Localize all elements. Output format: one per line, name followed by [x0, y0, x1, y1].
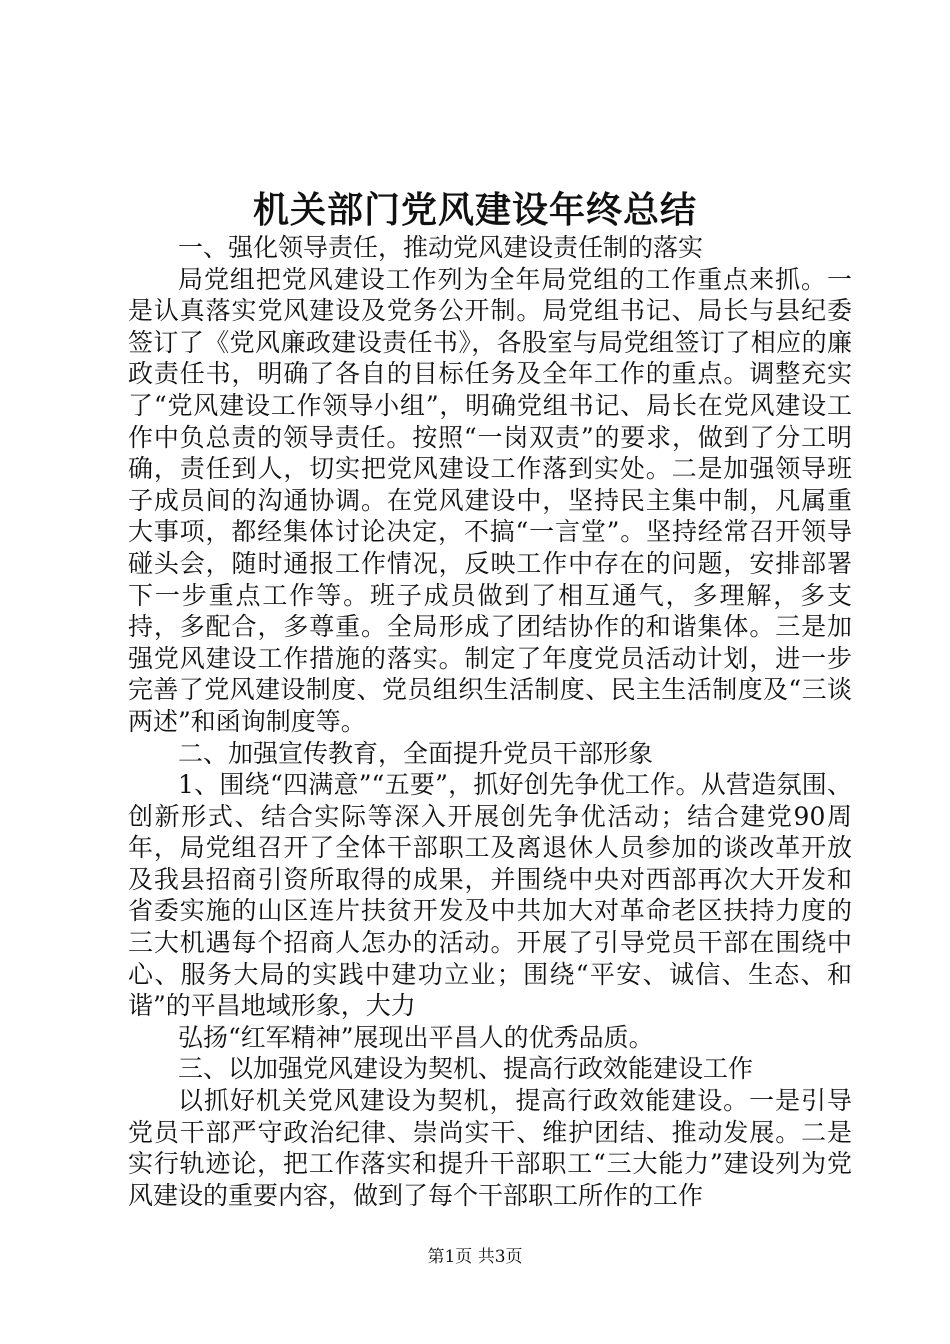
paragraph: 局党组把党风建设工作列为全年局党组的工作重点来抓。一是认真落实党风建设及党务公开制。局党组书记、局长与县纪委签订了《党风廉政建设责任书》，各股室与局党组签订了相应的廉政责任书，明确了各自的目标任务及全年工作的重点。调整充实了“党风建设工作领导小组”，明确党组书记、局长在党风建设工作中负总责的领导责任。按照“一岗双责”的要求，做到了分工明确，责任到人，切实把党风建设工作落到实处。二是加强领导班子成员间的沟通协调。在党风建设中，坚持民主集中制，凡属重大事项，都经集体讨论决定，不搞“一言堂”。坚持经常召开领导碰头会，随时通报工作情况，反映工作中存在的问题，安排部署下一步重点工作等。班子成员做到了相互通气，多理解，多支持，多配合，多尊重。全局形成了团结协作的和谐集体。三是加强党风建设工作措施的落实。制定了年度党员活动计划，进一步完善了党风建设制度、党员组织生活制度、民主生活制度及“三谈两述”和函询制度等。 — [128, 264, 852, 736]
section-heading-2: 二、加强宣传教育，全面提升党员干部形象 — [178, 738, 654, 768]
section-heading-3: 三、以加强党风建设为契机、提高行政效能建设工作 — [178, 1054, 754, 1084]
document-title: 机关部门党风建设年终总结 — [252, 189, 697, 231]
paragraph: 1、围绕“四满意”“五要”，抓好创先争优工作。从营造氛围、创新形式、结合实际等深入开展创先争优活动；结合建党90周年，局党组召开了全体干部职工及离退休人员参加的谈改革开放及我县招商引资所取得的成果，并围绕中央对西部再次大开发和省委实施的山区连片扶贫开发及中共加大对革命老区扶持力度的三大机遇每个招商人怎办的活动。开展了引导党员干部在围绕中心、服务大局的实践中建功立业；围绕“平安、诚信、生态、和谐”的平昌地域形象，大力 — [128, 770, 852, 1021]
section-heading-1: 一、强化领导责任，推动党风建设责任制的落实 — [178, 233, 704, 262]
document-body — [128, 232, 852, 1211]
paragraph: 以抓好机关党风建设为契机，提高行政效能建设。一是引导党员干部严守政治纪律、崇尚实干、维护团结、推动发展。二是实行轨迹论，把工作落实和提升干部职工“三大能力”建设列为党风建设的重要内容，做到了每个干部职工所作的工作 — [128, 1086, 852, 1210]
paragraph: 弘扬“红军精神”展现出平昌人的优秀品质。 — [178, 1022, 654, 1052]
page-number-footer: 第1页 共3页 — [427, 1247, 523, 1267]
